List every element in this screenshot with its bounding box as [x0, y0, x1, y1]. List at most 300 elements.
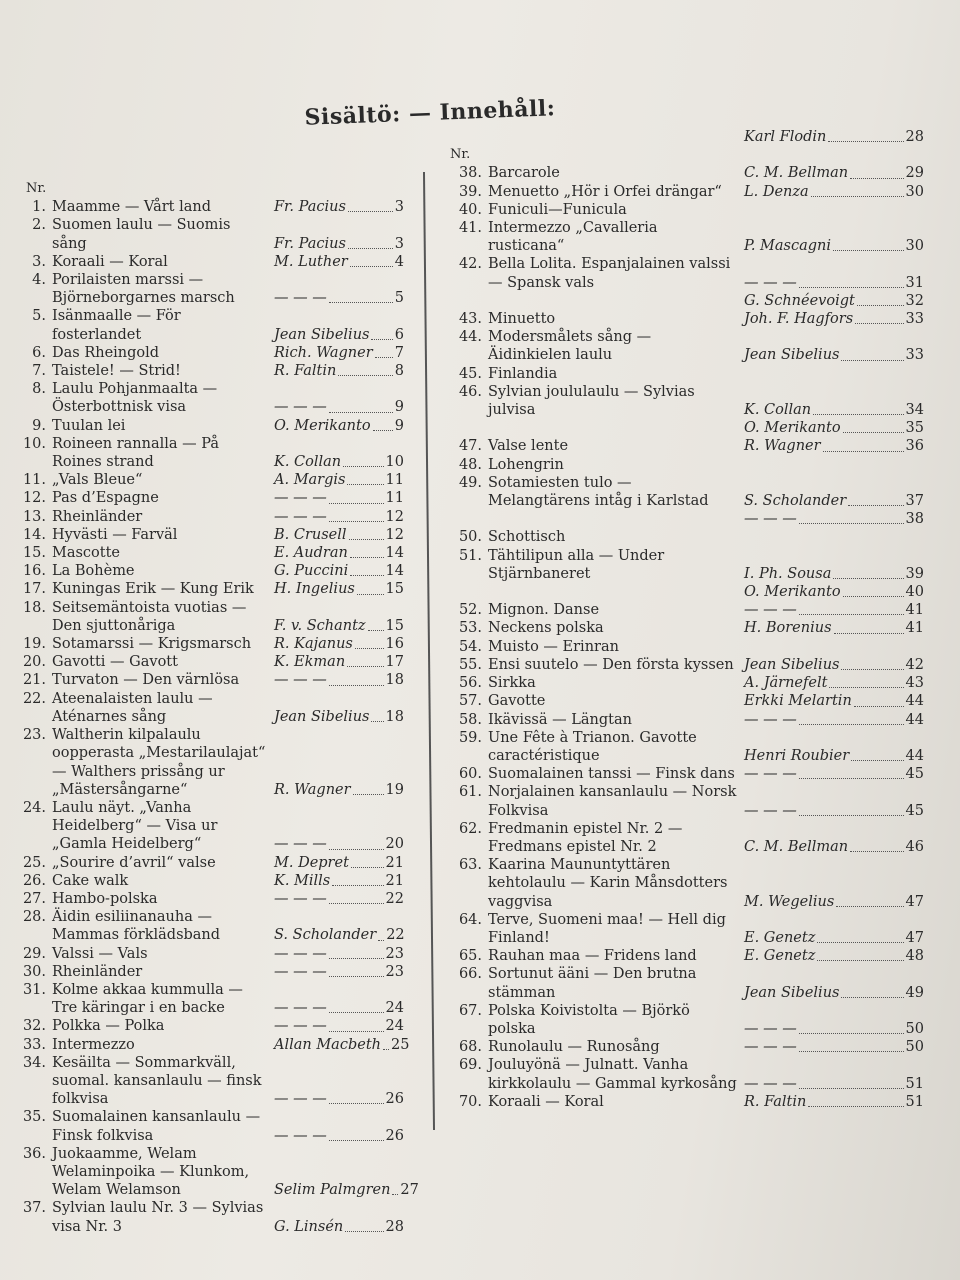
leader-dots — [347, 666, 383, 667]
entry-title: Lohengrin — [488, 456, 564, 473]
entry-page: 28 — [905, 129, 924, 145]
entry-title: Funiculi—Funicula — [488, 201, 627, 218]
entry-number: 30. — [22, 963, 46, 980]
toc-entry — [20, 271, 420, 307]
right-column-header-entry — [450, 128, 924, 146]
entry-composer-cell — [744, 820, 924, 856]
entry-composer: — — — — [274, 945, 327, 962]
entry-composer-cell — [744, 219, 924, 255]
leader-dots — [855, 323, 903, 324]
leader-dots — [371, 721, 383, 722]
entry-title: Schottisch — [488, 529, 566, 546]
entry-title: Jouluyönä — Julnatt. Vanha kirkkolaulu — Gammal kyrkosång — [488, 1057, 737, 1092]
entry-page: 5 — [394, 290, 404, 307]
entry-composer-cell — [744, 674, 924, 692]
entry-page: 18 — [385, 672, 404, 689]
entry-composer: — — — — [744, 802, 797, 819]
entry-composer-cell — [744, 419, 924, 437]
entry-title: Hambo-polska — [52, 890, 158, 907]
leader-dots — [329, 412, 393, 413]
toc-entry — [20, 1036, 420, 1054]
entry-page: 17 — [385, 654, 404, 671]
entry-page: 47 — [905, 893, 924, 910]
entry-composer: K. Collan — [744, 402, 812, 419]
entry-composer-cell — [744, 656, 924, 674]
entry-number: 19. — [22, 636, 46, 653]
entry-page: 30 — [905, 183, 924, 200]
entry-title: Sylvian laulu Nr. 3 — Sylvias visa Nr. 3 — [52, 1200, 264, 1235]
entry-number: 50. — [458, 529, 482, 546]
entry-title: Taistele! — Strid! — [52, 363, 181, 380]
entry-composer: — — — — [274, 1000, 327, 1017]
leader-dots — [332, 885, 383, 886]
entry-title: Sotamarssi — Krigsmarsch — [52, 636, 252, 653]
entry-title: Valssi — Vals — [52, 945, 148, 962]
entry-title: Suomalainen kansanlaulu — Finsk folkvisa — [52, 1109, 261, 1144]
leader-dots — [329, 976, 384, 977]
leader-dots — [345, 1231, 383, 1232]
entry-number: 18. — [22, 599, 46, 616]
leader-dots — [808, 1106, 903, 1107]
entry-title — [488, 583, 738, 601]
leader-dots — [329, 958, 384, 959]
entry-composer-cell — [274, 380, 404, 416]
entry-page: 26 — [385, 1127, 404, 1144]
entry-number: 44. — [458, 329, 482, 346]
entry-title: Kaarina Maununtyttären kehtolaulu — Karin Månsdotters vaggvisa — [488, 857, 728, 910]
entry-page: 23 — [385, 963, 404, 980]
toc-entry — [450, 619, 924, 637]
entry-title: Intermezzo — [52, 1036, 135, 1053]
entry-title: Sirkka — [488, 675, 536, 692]
entry-title: Rheinländer — [52, 508, 143, 525]
entry-composer: R. Wagner — [274, 781, 351, 798]
toc-entry — [450, 965, 924, 1001]
entry-composer-cell — [744, 856, 924, 911]
toc-entry — [20, 562, 420, 580]
entry-composer: Allan Macbeth — [274, 1036, 381, 1053]
entry-number: 27. — [22, 890, 46, 907]
entry-composer-cell — [274, 635, 404, 653]
entry-number: 67. — [458, 1002, 482, 1019]
entry-composer: A. Margis — [274, 472, 346, 489]
entry-composer: — — — — [274, 399, 327, 416]
leader-dots — [811, 196, 904, 197]
entry-composer: Selim Palmgren — [274, 1182, 391, 1199]
entry-number: 47. — [458, 438, 482, 455]
entry-page: 35 — [905, 420, 924, 437]
toc-entry — [20, 726, 420, 799]
entry-page: 14 — [385, 545, 404, 562]
leader-dots — [329, 685, 384, 686]
entry-number — [450, 583, 482, 601]
entry-page: 50 — [905, 1020, 924, 1037]
entry-title: Gavotti — Gavott — [52, 654, 178, 671]
entry-composer-cell — [274, 216, 404, 252]
entry-composer-cell — [274, 417, 404, 435]
entry-composer-cell — [744, 947, 924, 965]
leader-dots — [851, 760, 903, 761]
entry-page: 39 — [905, 565, 924, 582]
entry-composer: — — — — [744, 711, 797, 728]
entry-composer: Jean Sibelius — [274, 708, 370, 725]
leader-dots — [350, 575, 383, 576]
leader-dots — [799, 1051, 904, 1052]
entry-number: 12. — [22, 490, 46, 507]
leader-dots — [799, 287, 904, 288]
entry-page: 3 — [394, 235, 404, 252]
entry-composer: Fr. Pacius — [274, 199, 346, 216]
entry-number: 49. — [458, 474, 482, 491]
leader-dots — [848, 505, 903, 506]
entry-composer: E. Genetz — [744, 948, 816, 965]
entry-title: Das Rheingold — [52, 344, 160, 361]
entry-page: 49 — [905, 984, 924, 1001]
leader-dots — [329, 302, 393, 303]
entry-composer-cell — [744, 183, 924, 201]
entry-number: 6. — [32, 344, 46, 361]
toc-entry — [450, 1002, 924, 1038]
entry-number: 59. — [458, 729, 482, 746]
leader-dots — [348, 248, 393, 249]
entry-composer-cell — [744, 310, 924, 328]
entry-composer-cell — [274, 799, 404, 854]
entry-number: 14. — [22, 526, 46, 543]
entry-number: 45. — [458, 365, 482, 382]
entry-title: Kolme akkaa kummulla — Tre käringar i en backe — [52, 981, 243, 1017]
leader-dots — [392, 1194, 398, 1195]
entry-number: 66. — [458, 966, 482, 983]
entry-number: 54. — [458, 638, 482, 655]
entry-composer-cell — [744, 619, 924, 637]
entry-composer: H. Borenius — [744, 620, 832, 637]
entry-composer-cell — [274, 1036, 410, 1054]
toc-entry — [20, 1108, 420, 1144]
toc-entry — [450, 947, 924, 965]
entry-composer: — — — — [274, 890, 327, 907]
leader-dots — [836, 906, 903, 907]
entry-title: Gavotte — [488, 693, 546, 710]
entry-composer: Fr. Pacius — [274, 235, 346, 252]
entry-composer: M. Wegelius — [744, 893, 835, 910]
entry-page: 12 — [385, 526, 404, 543]
leader-dots — [353, 794, 384, 795]
entry-title: Waltherin kilpalaulu oopperasta „Mestarilaulajat“ — Walthers prissång ur „Mästersångarne“ — [52, 727, 266, 798]
page-title: Sisältö: — Innehåll: — [304, 95, 556, 131]
entry-page: 11 — [385, 472, 404, 489]
entry-title: Kuningas Erik — Kung Erik — [52, 581, 254, 598]
toc-entry — [20, 690, 420, 726]
entry-composer-cell — [274, 435, 404, 471]
left-column — [20, 180, 420, 1236]
entry-number: 60. — [458, 766, 482, 783]
leader-dots — [857, 305, 904, 306]
leader-dots — [351, 867, 384, 868]
leader-dots — [350, 266, 393, 267]
entry-composer: E. Genetz — [744, 929, 816, 946]
entry-title: Norjalainen kansanlaulu — Norsk Folkvisa — [488, 784, 737, 819]
entry-composer: — — — — [274, 672, 327, 689]
toc-entry — [450, 383, 924, 419]
entry-page: 44 — [905, 711, 924, 728]
entry-composer-cell — [744, 711, 924, 729]
entry-composer-cell — [744, 292, 924, 310]
entry-number: 58. — [458, 711, 482, 728]
entry-composer: E. Audran — [274, 545, 348, 562]
entry-number — [450, 419, 482, 437]
toc-entry — [450, 474, 924, 510]
entry-title — [488, 292, 738, 310]
entry-composer-cell — [744, 528, 924, 546]
entry-composer: O. Merikanto — [274, 417, 371, 434]
leader-dots — [329, 903, 384, 904]
entry-page: 21 — [385, 854, 404, 871]
entry-page: 42 — [905, 656, 924, 673]
entry-composer-cell — [274, 908, 404, 944]
entry-composer-cell — [274, 1017, 404, 1035]
entry-composer-cell — [744, 765, 924, 783]
entry-page: 22 — [386, 927, 405, 944]
leader-dots — [817, 942, 903, 943]
toc-entry — [20, 671, 420, 689]
entry-title: Sortunut ääni — Den brutna stämman — [488, 966, 697, 1001]
leader-dots — [828, 141, 903, 142]
entry-number: 39. — [458, 183, 482, 200]
toc-entry — [20, 599, 420, 635]
entry-number: 16. — [22, 563, 46, 580]
entry-title: Mignon. Danse — [488, 602, 600, 619]
entry-title: Isänmaalle — För fosterlandet — [52, 308, 181, 343]
toc-entry — [450, 528, 920, 546]
entry-number: 56. — [458, 675, 482, 692]
entry-composer: C. M. Bellman — [744, 838, 849, 855]
entry-composer-cell — [274, 580, 404, 598]
entry-composer-cell — [274, 963, 404, 981]
leader-dots — [841, 997, 903, 998]
toc-entry — [450, 783, 924, 819]
entry-composer: A. Järnefelt — [744, 675, 828, 692]
entry-page: 24 — [385, 1018, 404, 1035]
entry-number: 4. — [32, 272, 46, 289]
entry-page: 28 — [385, 1218, 404, 1235]
leader-dots — [843, 432, 904, 433]
entry-number: 63. — [458, 857, 482, 874]
entry-composer-cell — [274, 945, 404, 963]
toc-entry — [20, 908, 420, 944]
entry-composer: — — — — [744, 511, 797, 528]
entry-page: 18 — [385, 708, 404, 725]
entry-composer-cell — [744, 328, 924, 364]
entry-composer: L. Denza — [744, 183, 809, 200]
entry-number: 11. — [22, 472, 46, 489]
entry-number: 68. — [458, 1039, 482, 1056]
leader-dots — [829, 687, 903, 688]
entry-number: 26. — [22, 872, 46, 889]
entry-composer: Jean Sibelius — [744, 984, 840, 1001]
entry-title: Ikävissä — Längtan — [488, 711, 632, 728]
entry-number: 17. — [22, 581, 46, 598]
entry-page: 12 — [385, 508, 404, 525]
entry-title: La Bohème — [52, 563, 135, 580]
leader-dots — [799, 1088, 904, 1089]
entry-title: Laulu Pohjanmaalta — Österbottnisk visa — [52, 381, 218, 416]
toc-entry — [450, 164, 924, 182]
toc-entry — [450, 601, 924, 619]
entry-composer-cell — [274, 726, 404, 799]
entry-composer-cell — [744, 692, 924, 710]
entry-title: Rauhan maa — Fridens land — [488, 948, 697, 965]
entry-title: Modersmålets sång — Äidinkielen laulu — [488, 329, 652, 364]
entry-number: 28. — [22, 909, 46, 926]
entry-composer: — — — — [744, 1039, 797, 1056]
leader-dots — [833, 578, 903, 579]
toc-entry — [20, 1054, 420, 1109]
entry-composer: K. Mills — [274, 872, 331, 889]
entry-page: 50 — [905, 1039, 924, 1056]
toc-entry — [20, 963, 420, 981]
entry-composer: — — — — [744, 274, 797, 291]
entry-number: 48. — [458, 456, 482, 473]
entry-number: 20. — [22, 654, 46, 671]
entry-composer: R. Faltin — [274, 363, 337, 380]
entry-page: 16 — [385, 636, 404, 653]
leader-dots — [373, 430, 393, 431]
toc-entry — [20, 854, 420, 872]
leader-dots — [841, 360, 903, 361]
entry-composer: M. Depret — [274, 854, 349, 871]
entry-title: Hyvästi — Farväl — [52, 526, 178, 543]
entry-composer: I. Ph. Sousa — [744, 565, 832, 582]
entry-composer-cell — [744, 383, 924, 419]
leader-dots — [368, 630, 384, 631]
entry-number: 5. — [32, 308, 46, 325]
toc-entry — [450, 365, 920, 383]
entry-composer: — — — — [274, 1018, 327, 1035]
entry-number: 64. — [458, 911, 482, 928]
toc-entry — [20, 635, 420, 653]
toc-entry — [20, 344, 420, 362]
entry-number: 23. — [22, 727, 46, 744]
entry-number: 46. — [458, 383, 482, 400]
toc-entry — [20, 890, 420, 908]
entry-title: „Sourire d’avril“ valse — [52, 854, 216, 871]
toc-entry — [450, 547, 924, 583]
entry-title: Äidin esiliinanauha — Mammas förklädsband — [52, 909, 221, 944]
entry-composer-cell — [744, 583, 924, 601]
toc-entry — [20, 981, 420, 1017]
entry-page: 11 — [385, 490, 404, 507]
entry-number: 65. — [458, 948, 482, 965]
toc-entry — [20, 526, 420, 544]
entry-page: 29 — [905, 165, 924, 182]
entry-composer-cell — [744, 474, 924, 510]
entry-composer-cell — [744, 1038, 924, 1056]
entry-page: 9 — [394, 417, 404, 434]
entry-page: 20 — [385, 836, 404, 853]
toc-entry — [450, 510, 924, 528]
entry-title: Minuetto — [488, 311, 556, 328]
entry-number: 69. — [458, 1057, 482, 1074]
entry-title: Laulu näyt. „Vanha Heidelberg“ — Visa ur „Gamla Heidelberg“ — [52, 799, 218, 853]
entry-number: 21. — [22, 672, 46, 689]
entry-composer-cell — [744, 638, 924, 656]
entry-composer-cell — [274, 253, 404, 271]
leader-dots — [383, 1049, 389, 1050]
entry-composer-cell — [274, 872, 404, 890]
toc-entry — [450, 310, 924, 328]
entry-composer-cell — [744, 510, 924, 528]
entry-number: 42. — [458, 256, 482, 273]
leader-dots — [329, 1103, 384, 1104]
entry-page: 44 — [905, 693, 924, 710]
entry-composer-cell — [274, 307, 404, 343]
entry-title: Ateenalaisten laulu — Aténarnes sång — [52, 690, 213, 725]
entry-page: 15 — [385, 581, 404, 598]
entry-number: 32. — [22, 1018, 46, 1035]
entry-number: 40. — [458, 201, 482, 218]
entry-composer-cell — [274, 471, 404, 489]
entry-number: 52. — [458, 602, 482, 619]
entry-composer-cell — [274, 544, 404, 562]
entry-composer: — — — — [744, 1075, 797, 1092]
leader-dots — [843, 596, 904, 597]
entry-title: Une Fête à Trianon. Gavotte caractéristique — [488, 729, 697, 764]
leader-dots — [338, 375, 392, 376]
toc-entry — [450, 456, 920, 474]
entry-number: 31. — [22, 981, 46, 998]
toc-entry — [450, 674, 924, 692]
entry-composer-cell — [744, 965, 924, 1001]
entry-page: 27 — [400, 1182, 419, 1199]
entry-number: 29. — [22, 945, 46, 962]
leader-dots — [329, 521, 384, 522]
entry-page: 51 — [905, 1075, 924, 1092]
entry-composer-cell — [744, 601, 924, 619]
entry-composer: — — — — [274, 836, 327, 853]
toc-entry — [20, 489, 420, 507]
entry-composer: — — — — [274, 508, 327, 525]
entry-composer: P. Mascagni — [744, 238, 831, 255]
toc-entry — [450, 1093, 924, 1111]
entry-number: 55. — [458, 656, 482, 673]
leader-dots — [799, 523, 904, 524]
entry-page: 37 — [905, 493, 924, 510]
entry-number: 33. — [22, 1036, 46, 1053]
entry-number: 34. — [22, 1054, 46, 1071]
entry-title: Intermezzo „Cavalleria rusticana“ — [488, 220, 658, 255]
toc-entry — [450, 729, 924, 765]
entry-composer: O. Merikanto — [744, 584, 841, 601]
entry-composer: Rich. Wagner — [274, 344, 373, 361]
toc-entry — [450, 692, 924, 710]
entry-composer: Karl Flodin — [744, 129, 827, 145]
entry-title — [488, 419, 738, 437]
entry-page: 33 — [905, 311, 924, 328]
entry-number: 36. — [22, 1145, 46, 1162]
toc-entry — [450, 183, 924, 201]
entry-composer-cell — [274, 489, 404, 507]
entry-composer-cell — [744, 547, 924, 583]
leader-dots — [329, 1012, 384, 1013]
entry-title: Turvaton — Den värnlösa — [52, 672, 240, 689]
entry-composer-cell — [744, 1056, 924, 1092]
entry-page: 21 — [385, 872, 404, 889]
entry-page: 10 — [385, 454, 404, 471]
entry-number: 22. — [22, 690, 46, 707]
entry-number: 24. — [22, 799, 46, 816]
entry-title: Cake walk — [52, 872, 129, 889]
toc-entry — [20, 799, 420, 854]
